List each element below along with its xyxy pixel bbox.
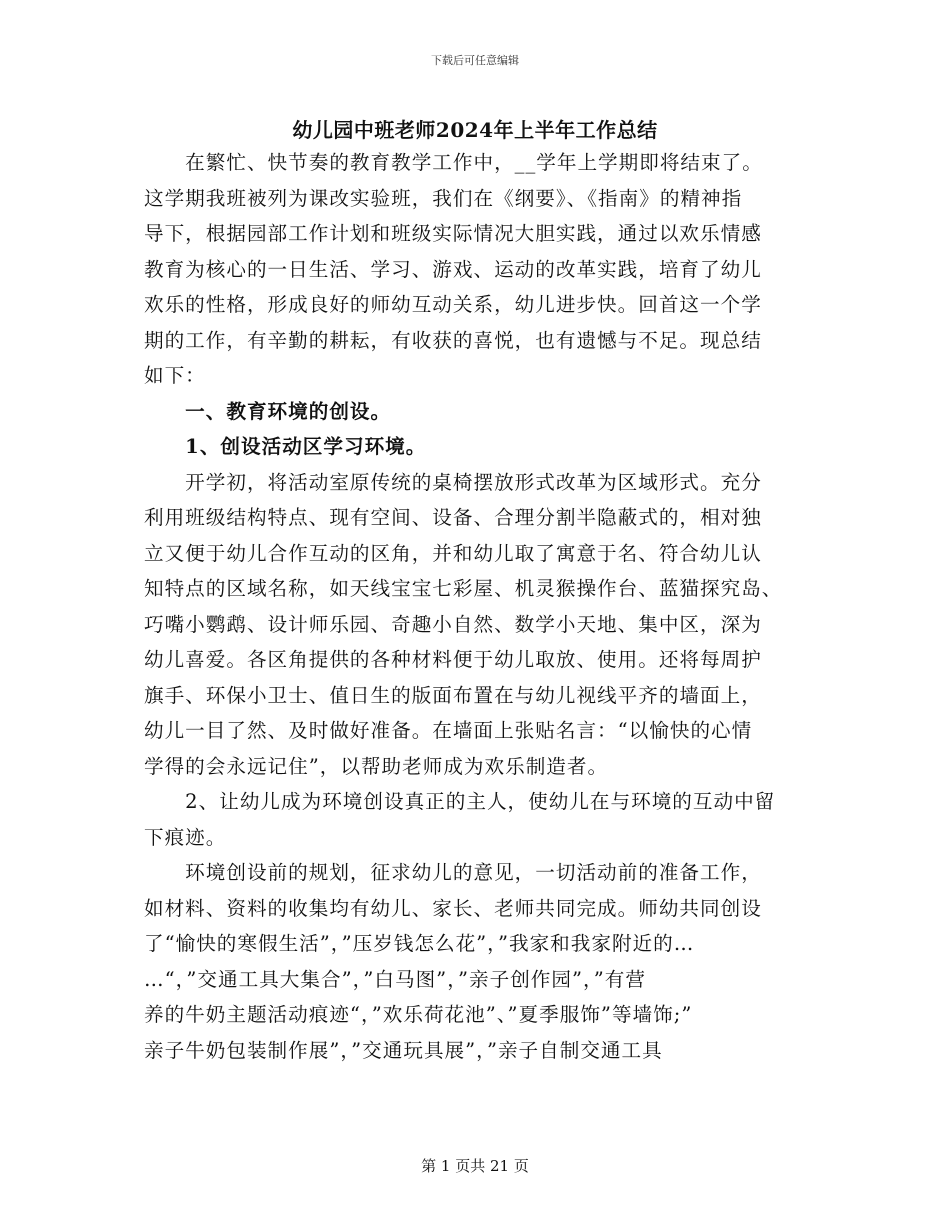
text-line: …“，”交通工具大集合”，”白马图”，”亲子创作园”，”有营	[144, 967, 646, 991]
text-line: 学得的会永远记住”，以帮助老师成为欢乐制造者。	[144, 754, 609, 778]
text-line: 幼儿一目了然、及时做好准备。在墙面上张贴名言：“以愉快的心情	[144, 719, 753, 742]
text-line: 立又便于幼儿合作互动的区角，并和幼儿取了寓意于名、符合幼儿认	[144, 541, 762, 565]
text-line: 这学期我班被列为课改实验班，我们在《纲要》、《指南》的精神指	[144, 186, 743, 210]
text-line: 亲子牛奶包装制作展”，”交通玩具展”，”亲子自制交通工具	[144, 1038, 663, 1062]
text-line: 如下：	[144, 364, 206, 387]
text-line: 知特点的区域名称，如天线宝宝七彩屋、机灵猴操作台、蓝猫探究岛、	[144, 577, 783, 600]
text-line: 养的牛奶主题活动痕迹“，”欢乐荷花池”、”夏季服饰”等墙饰;”	[144, 1003, 693, 1026]
text-line: 下痕迹。	[144, 825, 227, 849]
text-line: 开学初，将活动室原传统的桌椅摆放形式改革为区域形式。充分	[144, 470, 762, 494]
page-header: 下载后可任意编辑	[431, 54, 519, 67]
text-line: 期的工作，有辛勤的耕耘，有收获的喜悦，也有遗憾与不足。现总结	[144, 328, 762, 352]
body-text	[144, 145, 804, 1068]
subsection-heading: 1、创设活动区学习环境。	[144, 435, 427, 458]
page-footer: 第 1 页共 21 页	[421, 1157, 529, 1175]
text-line: 了“愉快的寒假生活”，”压岁钱怎么花”，”我家和我家附近的…	[144, 932, 695, 955]
text-line: 欢乐的性格，形成良好的师幼互动关系，幼儿进步快。回首这一个学	[144, 293, 762, 316]
text-line: 幼儿喜爱。各区角提供的各种材料便于幼儿取放、使用。还将每周护	[144, 648, 762, 671]
text-line: 如材料、资料的收集均有幼儿、家长、老师共同完成。师幼共同创设	[144, 896, 762, 920]
document-body	[144, 145, 804, 1068]
text-line: 在繁忙、快节奏的教育教学工作中，__学年上学期即将结束了。	[144, 151, 763, 174]
text-line: 环境创设前的规划，征求幼儿的意见，一切活动前的准备工作，	[144, 861, 762, 884]
section-heading: 一、教育环境的创设。	[144, 399, 392, 423]
text-line: 2、让幼儿成为环境创设真正的主人，使幼儿在与环境的互动中留	[144, 790, 776, 813]
document-title: 幼儿园中班老师2024年上半年工作总结	[292, 118, 658, 142]
text-line: 旗手、环保小卫士、值日生的版面布置在与幼儿视线平齐的墙面上，	[144, 683, 762, 707]
text-line: 巧嘴小鹦鹉、设计师乐园、奇趣小自然、数学小天地、集中区，深为	[144, 612, 762, 636]
text-line: 教育为核心的一日生活、学习、游戏、运动的改革实践，培育了幼儿	[144, 257, 762, 281]
text-line: 导下，根据园部工作计划和班级实际情况大胆实践，通过以欢乐情感	[144, 222, 762, 245]
text-line: 利用班级结构特点、现有空间、设备、合理分割半隐蔽式的，相对独	[144, 506, 762, 529]
